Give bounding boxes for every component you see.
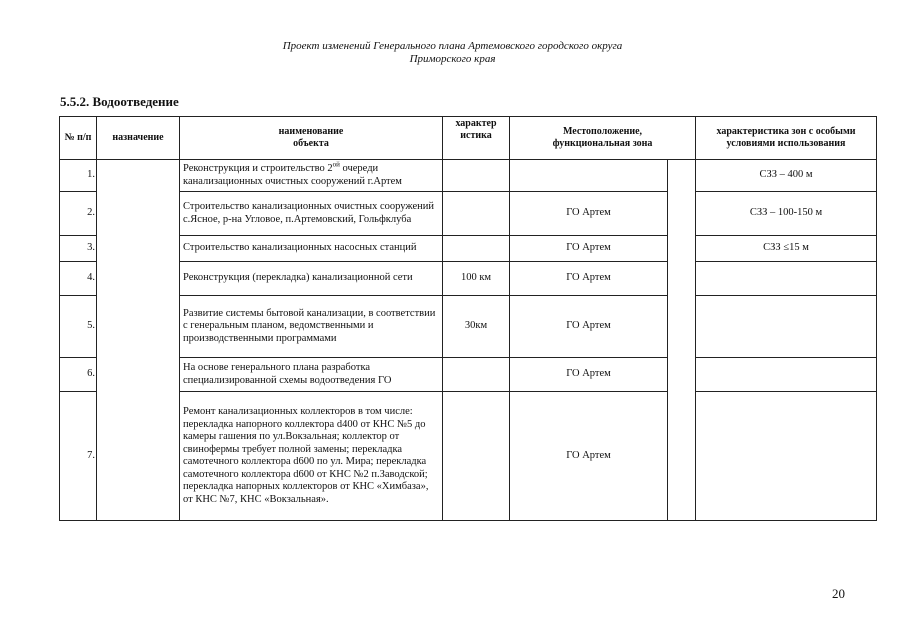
object-name-part-2: очереди канализационных очистных сооружений г.Артем [183, 163, 402, 187]
column-header-characteristic-line-1: характер [455, 118, 497, 129]
row-number: 7. [60, 392, 97, 521]
object-name [180, 160, 443, 192]
column-header-num: № п/п [60, 117, 97, 160]
object-name: Развитие системы бытовой канализации, в соответствии с генеральным планом, ведомственными и производственными программами [180, 296, 443, 358]
location-cell: ГО Артем [510, 236, 668, 262]
location-cell: ГО Артем [510, 296, 668, 358]
object-name: На основе генерального плана разработка специализированной схемы водоотведения ГО [180, 358, 443, 392]
column-header-zones-line-2: условиями использования [726, 138, 846, 149]
characteristic-cell [443, 236, 510, 262]
object-name: Ремонт канализационных коллекторов в том числе: перекладка напорного коллектора d400 от КНС №5 до камеры гашения по ул.Вокзальная; коллектор от свинофермы требует полной замены; перекладка самотечного коллектора d600 по ул. Мира; перекладка самотечного коллектора d600 от КНС №2 п.Заводской; перекладка напорных коллекторов от КНС «Химбаза», от КНС №7, КНС «Вокзальная». [180, 392, 443, 521]
object-name: Реконструкция (перекладка) канализационной сети [180, 262, 443, 296]
table-row [60, 192, 877, 236]
column-header-name-line-2: объекта [293, 138, 329, 149]
zone-cell [696, 358, 877, 392]
sewerage-table [59, 116, 877, 521]
characteristic-cell: 100 км [443, 262, 510, 296]
row-number: 5. [60, 296, 97, 358]
column-header-zones-line-1: характеристика зон с особыми [716, 126, 856, 137]
object-name-part-1: Реконструкция и строительство 2 [183, 163, 333, 174]
column-header-location [510, 117, 696, 160]
location-cell: ГО Артем [510, 262, 668, 296]
characteristic-cell [443, 192, 510, 236]
table-row [60, 262, 877, 296]
location-cell [510, 160, 668, 192]
spacer-cell-merged [668, 160, 696, 521]
column-header-location-line-1: Местоположение, [562, 126, 643, 137]
row-number: 1. [60, 160, 97, 192]
table-row [60, 296, 877, 358]
row-number: 2. [60, 192, 97, 236]
row-number: 6. [60, 358, 97, 392]
zone-cell [696, 262, 877, 296]
page-header [0, 40, 905, 66]
characteristic-cell [443, 160, 510, 192]
zone-cell: СЗЗ ≤15 м [696, 236, 877, 262]
location-cell: ГО Артем [510, 392, 668, 521]
zone-cell [696, 392, 877, 521]
object-name: Строительство канализационных насосных станций [180, 236, 443, 262]
characteristic-cell: 30км [443, 296, 510, 358]
table-header-row [60, 117, 877, 160]
column-header-location-line-2: функциональная зона [552, 138, 653, 149]
location-cell: ГО Артем [510, 192, 668, 236]
purpose-cell-merged [97, 160, 180, 521]
column-header-characteristic [443, 117, 510, 160]
header-line-2: Приморского края [409, 53, 496, 65]
characteristic-cell [443, 358, 510, 392]
column-header-characteristic-line-2: истика [460, 130, 492, 141]
location-cell: ГО Артем [510, 358, 668, 392]
zone-cell [696, 296, 877, 358]
column-header-purpose: назначение [97, 117, 180, 160]
object-name: Строительство канализационных очистных сооружений с.Ясное, р-на Угловое, п.Артемовский, Гольфклуба [180, 192, 443, 236]
column-header-name-line-1: наименование [278, 126, 344, 137]
section-title: 5.5.2. Водоотведение [60, 94, 179, 109]
row-number: 3. [60, 236, 97, 262]
table-row [60, 236, 877, 262]
table-row [60, 392, 877, 521]
column-header-name [180, 117, 443, 160]
table-row [60, 160, 877, 192]
page-number: 20 [832, 586, 845, 601]
header-line-1: Проект изменений Генерального плана Артемовского городского округа [282, 40, 623, 52]
characteristic-cell [443, 392, 510, 521]
column-header-zones [696, 117, 877, 160]
table-row [60, 358, 877, 392]
zone-cell: СЗЗ – 100-150 м [696, 192, 877, 236]
row-number: 4. [60, 262, 97, 296]
zone-cell: СЗЗ – 400 м [696, 160, 877, 192]
object-name-superscript: ой [332, 160, 340, 169]
